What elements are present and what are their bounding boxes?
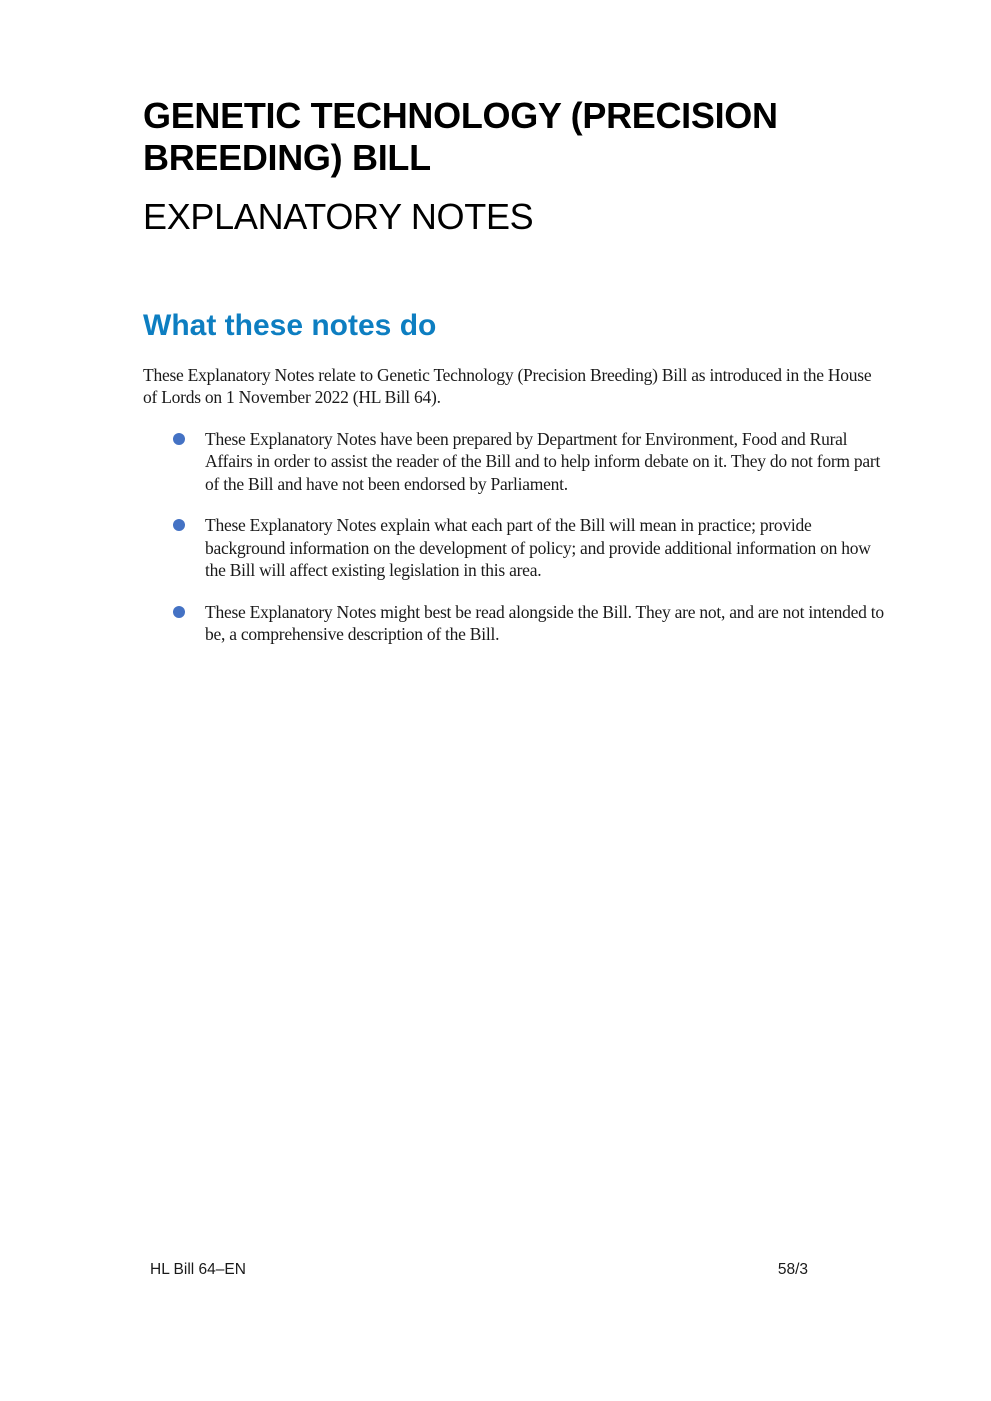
intro-paragraph: These Explanatory Notes relate to Genetic Technology (Precision Breeding) Bill as introduced in the House of Lords on 1 November 2022 (HL Bill 64). [143, 364, 872, 408]
document-subtitle: EXPLANATORY NOTES [143, 195, 534, 237]
footer-bill-number: HL Bill 64–EN [150, 1261, 246, 1278]
bullet-item [143, 514, 885, 582]
page-footer [150, 1260, 808, 1280]
bullet-text: These Explanatory Notes explain what each part of the Bill will mean in practice; provide background information on the development of policy; and provide additional information on how the Bill will affect existing legislation in this area. [205, 515, 871, 581]
page-content [143, 0, 888, 665]
bullet-list [143, 428, 888, 646]
bullet-text: These Explanatory Notes might best be read alongside the Bill. They are not, and are not intended to be, a comprehensive description of the Bill. [205, 601, 884, 645]
bullet-item [143, 601, 885, 646]
bullet-icon [173, 519, 185, 531]
section-heading: What these notes do [143, 309, 437, 343]
bullet-icon [173, 433, 185, 445]
bullet-item [143, 428, 885, 496]
bullet-icon [173, 606, 185, 618]
footer-series-number: 58/3 [777, 1261, 808, 1278]
bill-title: GENETIC TECHNOLOGY (PRECISION BREEDING) BILL [143, 95, 778, 178]
bullet-text: These Explanatory Notes have been prepared by Department for Environment, Food and Rural Affairs in order to assist the reader of the Bill and to help inform debate on it. They do not form part of the Bill and have not been endorsed by Parliament. [205, 428, 881, 494]
